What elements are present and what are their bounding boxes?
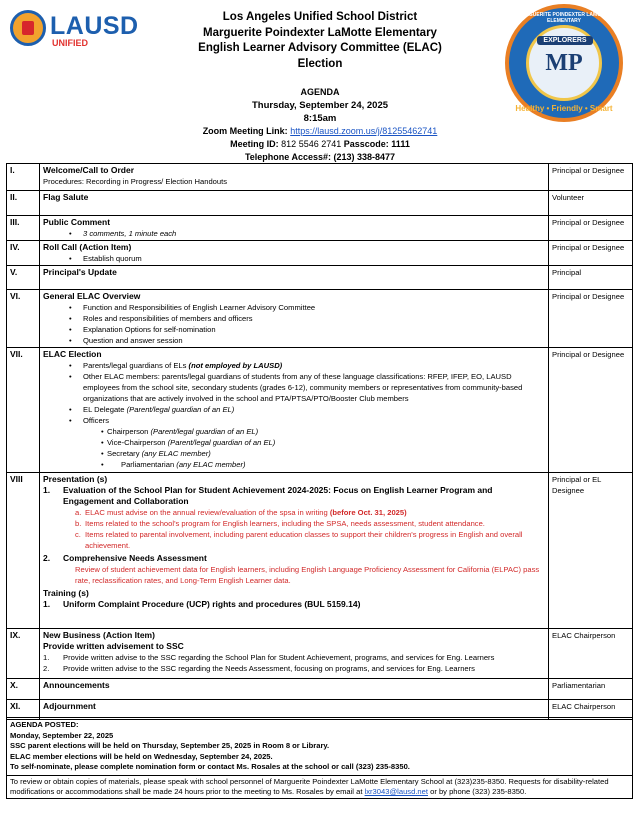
phone-label: Telephone Access#: — [244, 152, 331, 162]
item-title: Welcome/Call to Order — [43, 165, 135, 175]
item-content — [40, 348, 549, 473]
item-title: New Business (Action Item) — [43, 630, 155, 640]
item-responsible: Parliamentarian — [549, 679, 633, 700]
item-number: VI. — [7, 290, 40, 348]
zoom-link[interactable]: https://lausd.zoom.us/j/81255462741 — [290, 126, 438, 136]
school-badge-logo — [505, 4, 623, 122]
item-responsible: Principal or Designee — [549, 241, 633, 266]
item-responsible: Principal — [549, 266, 633, 290]
presentation-1: 1. Evaluation of the School Plan for Student Achievement 2024-2025: Focus on English Learner Program and Engagement and Collaboration — [43, 485, 493, 506]
item-responsible: Principal or Designee — [549, 348, 633, 473]
list-item: 1. Provide written advise to the SSC regarding the School Plan for Student Achievement, programs, and services for Eng. Learners — [43, 653, 495, 662]
item-responsible: Principal or Designee — [549, 290, 633, 348]
item-number: IX. — [7, 629, 40, 679]
badge-motto: Healthy • Friendly • Smart — [515, 104, 613, 113]
item-content — [40, 679, 549, 700]
officer-item: • Chairperson (Parent/legal guardian of an EL) — [43, 426, 545, 437]
badge-center — [526, 25, 602, 101]
list-item: • Question and answer session — [43, 335, 545, 346]
item-number: V. — [7, 266, 40, 290]
item-content — [40, 191, 549, 216]
list-item: a. ELAC must advise on the annual review/evaluation of the spsa in writing (before Oct. 31, 2025) — [75, 508, 407, 517]
item-number: III. — [7, 216, 40, 241]
list-item: • Officers — [43, 415, 545, 426]
list-item: • Roles and responsibilities of members and officers — [43, 313, 545, 324]
table-row — [7, 164, 633, 191]
table-row — [7, 216, 633, 241]
agenda-table — [6, 163, 633, 720]
table-row — [7, 290, 633, 348]
agenda-label: AGENDA — [300, 87, 340, 97]
zoom-line — [150, 125, 490, 138]
phone-number: (213) 338-8477 — [333, 152, 396, 162]
table-row — [7, 266, 633, 290]
agenda-posted-box — [6, 717, 633, 775]
table-row — [7, 679, 633, 700]
list-item: • Explanation Options for self-nomination — [43, 324, 545, 335]
item-note: Procedures: Recording in Progress/ Election Handouts — [43, 177, 228, 186]
meeting-id: 812 5546 2741 — [281, 139, 342, 149]
item-title: Public Comment — [43, 217, 111, 227]
officer-item: • Vice-Chairperson (Parent/legal guardian of an EL) — [43, 437, 545, 448]
item-content — [40, 216, 549, 241]
posted-label: AGENDA POSTED: — [10, 720, 79, 729]
passcode: 1111 — [391, 139, 410, 149]
list-item: • Establish quorum — [43, 253, 545, 264]
meeting-id-label: Meeting ID: — [230, 139, 279, 149]
accommodation-notice: To review or obtain copies of materials, please speak with school personnel of Marguerite Poindexter LaMotte Elementary School at (323)235-8350. Requests for disability-related modifications or accommodations shall be made 24 hours prior to the meeting to Ms. Rosales by email at lxr3043@lausd.net or by phone (323) 235-8350. — [6, 775, 633, 799]
badge-monogram: MP — [545, 50, 583, 76]
item-title: Principal's Update — [43, 267, 117, 277]
list-item: • Function and Responsibilities of English Learner Advisory Committee — [43, 302, 545, 313]
elac-election-note: ELAC member elections will be held on Wednesday, September 24, 2025. — [10, 751, 273, 761]
item-title: Presentation (s) — [43, 474, 108, 484]
item-title: Roll Call (Action Item) — [43, 242, 132, 252]
list-item: 2. Provide written advise to the SSC regarding the Needs Assessment, focusing on programs, and services for Eng. Learners — [43, 664, 475, 673]
lausd-logo — [10, 10, 142, 48]
list-item: b. Items related to the school's program for English learners, including the SPSA, needs assessment, student attendance. — [75, 519, 485, 528]
lausd-logo-text: LAUSD — [50, 12, 139, 40]
item-responsible: ELAC Chairperson — [549, 700, 633, 720]
school-name: Marguerite Poindexter LaMotte Elementary — [203, 26, 437, 39]
meeting-time: 8:15am — [303, 113, 337, 124]
lausd-seal-icon — [10, 10, 46, 46]
item-number: I. — [7, 164, 40, 191]
zoom-label: Zoom Meeting Link: — [202, 126, 288, 136]
item-number: VII. — [7, 348, 40, 473]
item-content — [40, 629, 549, 679]
item-number: X. — [7, 679, 40, 700]
item-responsible: ELAC Chairperson — [549, 629, 633, 679]
presentation-2-text: Review of student achievement data for English learners, including English Language Proficiency Assessment for California (ELPAC) pass rate, reclassification rates, and Long-Term English Learner data. — [75, 565, 540, 585]
item-number: IV. — [7, 241, 40, 266]
item-subtitle: Provide written advisement to SSC — [43, 641, 184, 651]
item-title: Adjournment — [43, 701, 96, 711]
item-title: Flag Salute — [43, 192, 89, 202]
district-name: Los Angeles Unified School District — [222, 11, 418, 23]
item-responsible: Principal or Designee — [549, 164, 633, 191]
item-number: II. — [7, 191, 40, 216]
item-responsible: Principal or Designee — [549, 216, 633, 241]
presentation-2: 2. Comprehensive Needs Assessment — [43, 553, 207, 563]
item-title: General ELAC Overview — [43, 291, 141, 301]
officer-item: • Secretary (any ELAC member) — [43, 448, 545, 459]
email-link[interactable]: lxr3043@lausd.net — [364, 787, 428, 797]
item-content — [40, 473, 549, 629]
table-row — [7, 473, 633, 629]
self-nominate-note: To self-nominate, please complete nomination form or contact Ms. Rosales at the school or call (323) 235-8350. — [10, 762, 410, 772]
committee-name: English Learner Advisory Committee (ELAC) — [198, 42, 442, 54]
table-row — [7, 191, 633, 216]
item-title: ELAC Election — [43, 349, 102, 359]
item-content — [40, 164, 549, 191]
item-content — [40, 266, 549, 290]
meeting-info — [150, 86, 490, 164]
badge-ring-text: MARGUERITE POINDEXTER LAMOTTE ELEMENTARY — [517, 12, 611, 24]
training-heading: Training (s) — [43, 588, 89, 598]
badge-banner: EXPLORERS — [537, 36, 593, 45]
table-row — [7, 629, 633, 679]
item-title: Announcements — [43, 680, 110, 690]
meeting-date: Thursday, September 24, 2025 — [251, 100, 389, 111]
item-content — [40, 290, 549, 348]
list-item: • 3 comments, 1 minute each — [43, 228, 545, 239]
table-row — [7, 241, 633, 266]
list-item: • Parents/legal guardians of ELs (not employed by LAUSD) — [43, 360, 545, 371]
officer-item: • Parliamentarian (any ELAC member) — [43, 459, 545, 470]
meeting-type: Election — [297, 57, 343, 70]
passcode-label: Passcode: — [343, 139, 389, 149]
item-number: XI. — [7, 700, 40, 720]
item-content — [40, 241, 549, 266]
presentation-1-subitems — [43, 507, 545, 551]
item-number: VIII — [7, 473, 40, 629]
training-1: 1. Uniform Complaint Procedure (UCP) rights and procedures (BUL 5159.14) — [43, 599, 361, 609]
ssc-election-note: SSC parent elections will be held on Thursday, September 25, 2025 in Room 8 or Library. — [10, 741, 330, 751]
posted-date: Monday, September 22, 2025 — [10, 730, 114, 740]
document-header — [150, 10, 490, 72]
table-row — [7, 348, 633, 473]
item-responsible: Principal or EL Designee — [549, 473, 633, 629]
meeting-id-line — [150, 138, 490, 151]
item-responsible: Volunteer — [549, 191, 633, 216]
list-item: • EL Delegate (Parent/legal guardian of an EL) — [43, 404, 545, 415]
list-item: • Other ELAC members: parents/legal guardians of students from any of these language classifications: RFEP, IFEP, EO, LAUSD employees from the school site, secondary students (grades 6-12), community members or representatives from community-based organizations that are actively involved in the school and PTA/PTSA/PTO/Booster Club members — [43, 371, 545, 404]
lausd-logo-subtext: UNIFIED — [52, 38, 88, 48]
list-item: c. Items related to parental involvement, including parent education classes to support their children's progress in English and overall achievement. — [75, 530, 523, 550]
